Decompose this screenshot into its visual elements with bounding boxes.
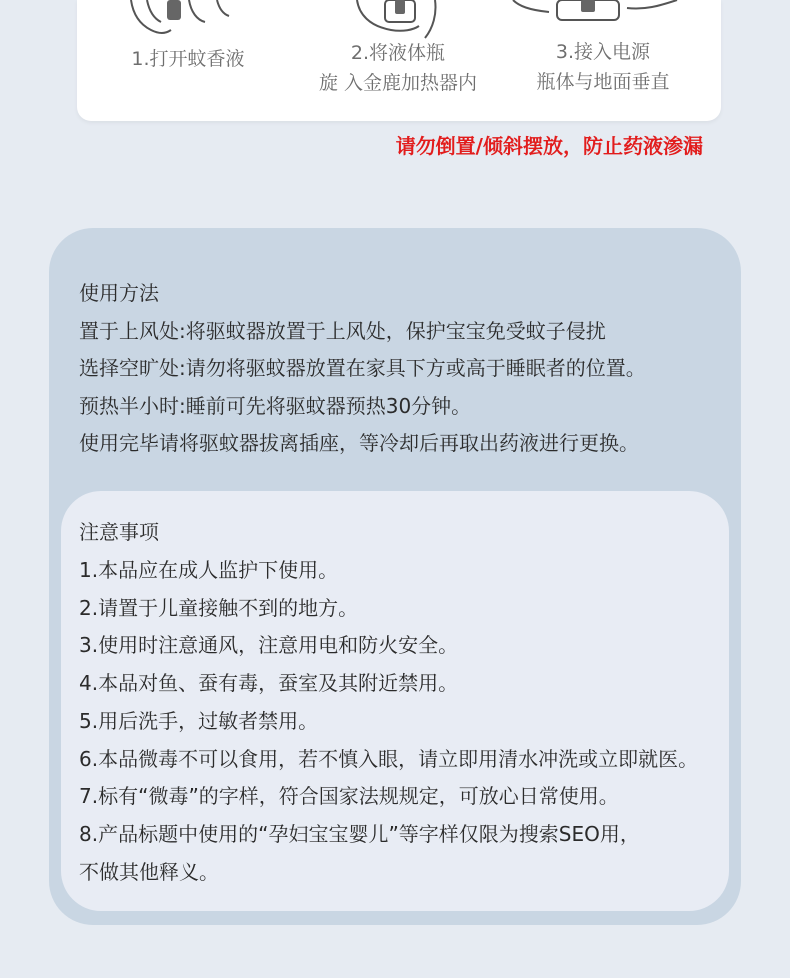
step-1-line-1: 1.打开蚊香液: [131, 48, 245, 70]
notes-line: 8.产品标题中使用的“孕妇宝宝婴儿”等字样仅限为搜索SEO用，: [79, 822, 640, 846]
step-1-caption: [108, 44, 268, 74]
notes-line: 1.本品应在成人监护下使用。: [79, 557, 339, 582]
notes-line: 3.使用时注意通风，注意用电和防火安全。: [79, 633, 459, 658]
notes-line: 6.本品微毒不可以食用，若不慎入眼，请立即用清水冲洗或立即就医。: [79, 746, 699, 771]
notes-title: 注意事项: [79, 520, 159, 544]
notes-line: 2.请置于儿童接触不到的地方。: [79, 595, 359, 620]
usage-line: 选择空旷处:请勿将驱蚊器放置在家具下方或高于睡眠者的位置。: [79, 356, 646, 380]
notes-line: 4.本品对鱼、蚕有毒，蚕室及其附近禁用。: [79, 671, 459, 695]
usage-line: 使用完毕请将驱蚊器拔离插座，等冷却后再取出药液进行更换。: [79, 431, 639, 455]
step-3-line-2: 瓶体与地面垂直: [536, 71, 670, 93]
notes-line: 7.标有“微毒”的字样，符合国家法规规定，可放心日常使用。: [79, 784, 619, 809]
step-2-caption: [298, 38, 498, 98]
step-2-line-1: 2.将液体瓶: [350, 42, 446, 64]
hand-open-bottle-icon: [125, 0, 245, 45]
notes-line: 不做其他释义。: [79, 859, 219, 884]
step-2-line-2: 旋 入金鹿加热器内: [318, 72, 478, 94]
usage-line: 置于上风处:将驱蚊器放置于上风处，保护宝宝免受蚊子侵扰: [79, 318, 606, 343]
notes-line: 5.用后洗手，过敏者禁用。: [79, 708, 319, 733]
step-3-line-1: 3.接入电源: [555, 41, 651, 63]
usage-line: 预热半小时:睡前可先将驱蚊器预热30分钟。: [79, 393, 472, 418]
notes-section: [79, 514, 698, 892]
steps-card: [77, 0, 721, 121]
usage-section: [79, 275, 646, 463]
usage-title: 使用方法: [79, 281, 159, 305]
warning-text: 请勿倒置/倾斜摆放，防止药液渗漏: [395, 134, 703, 158]
step-3-caption: [518, 37, 688, 97]
